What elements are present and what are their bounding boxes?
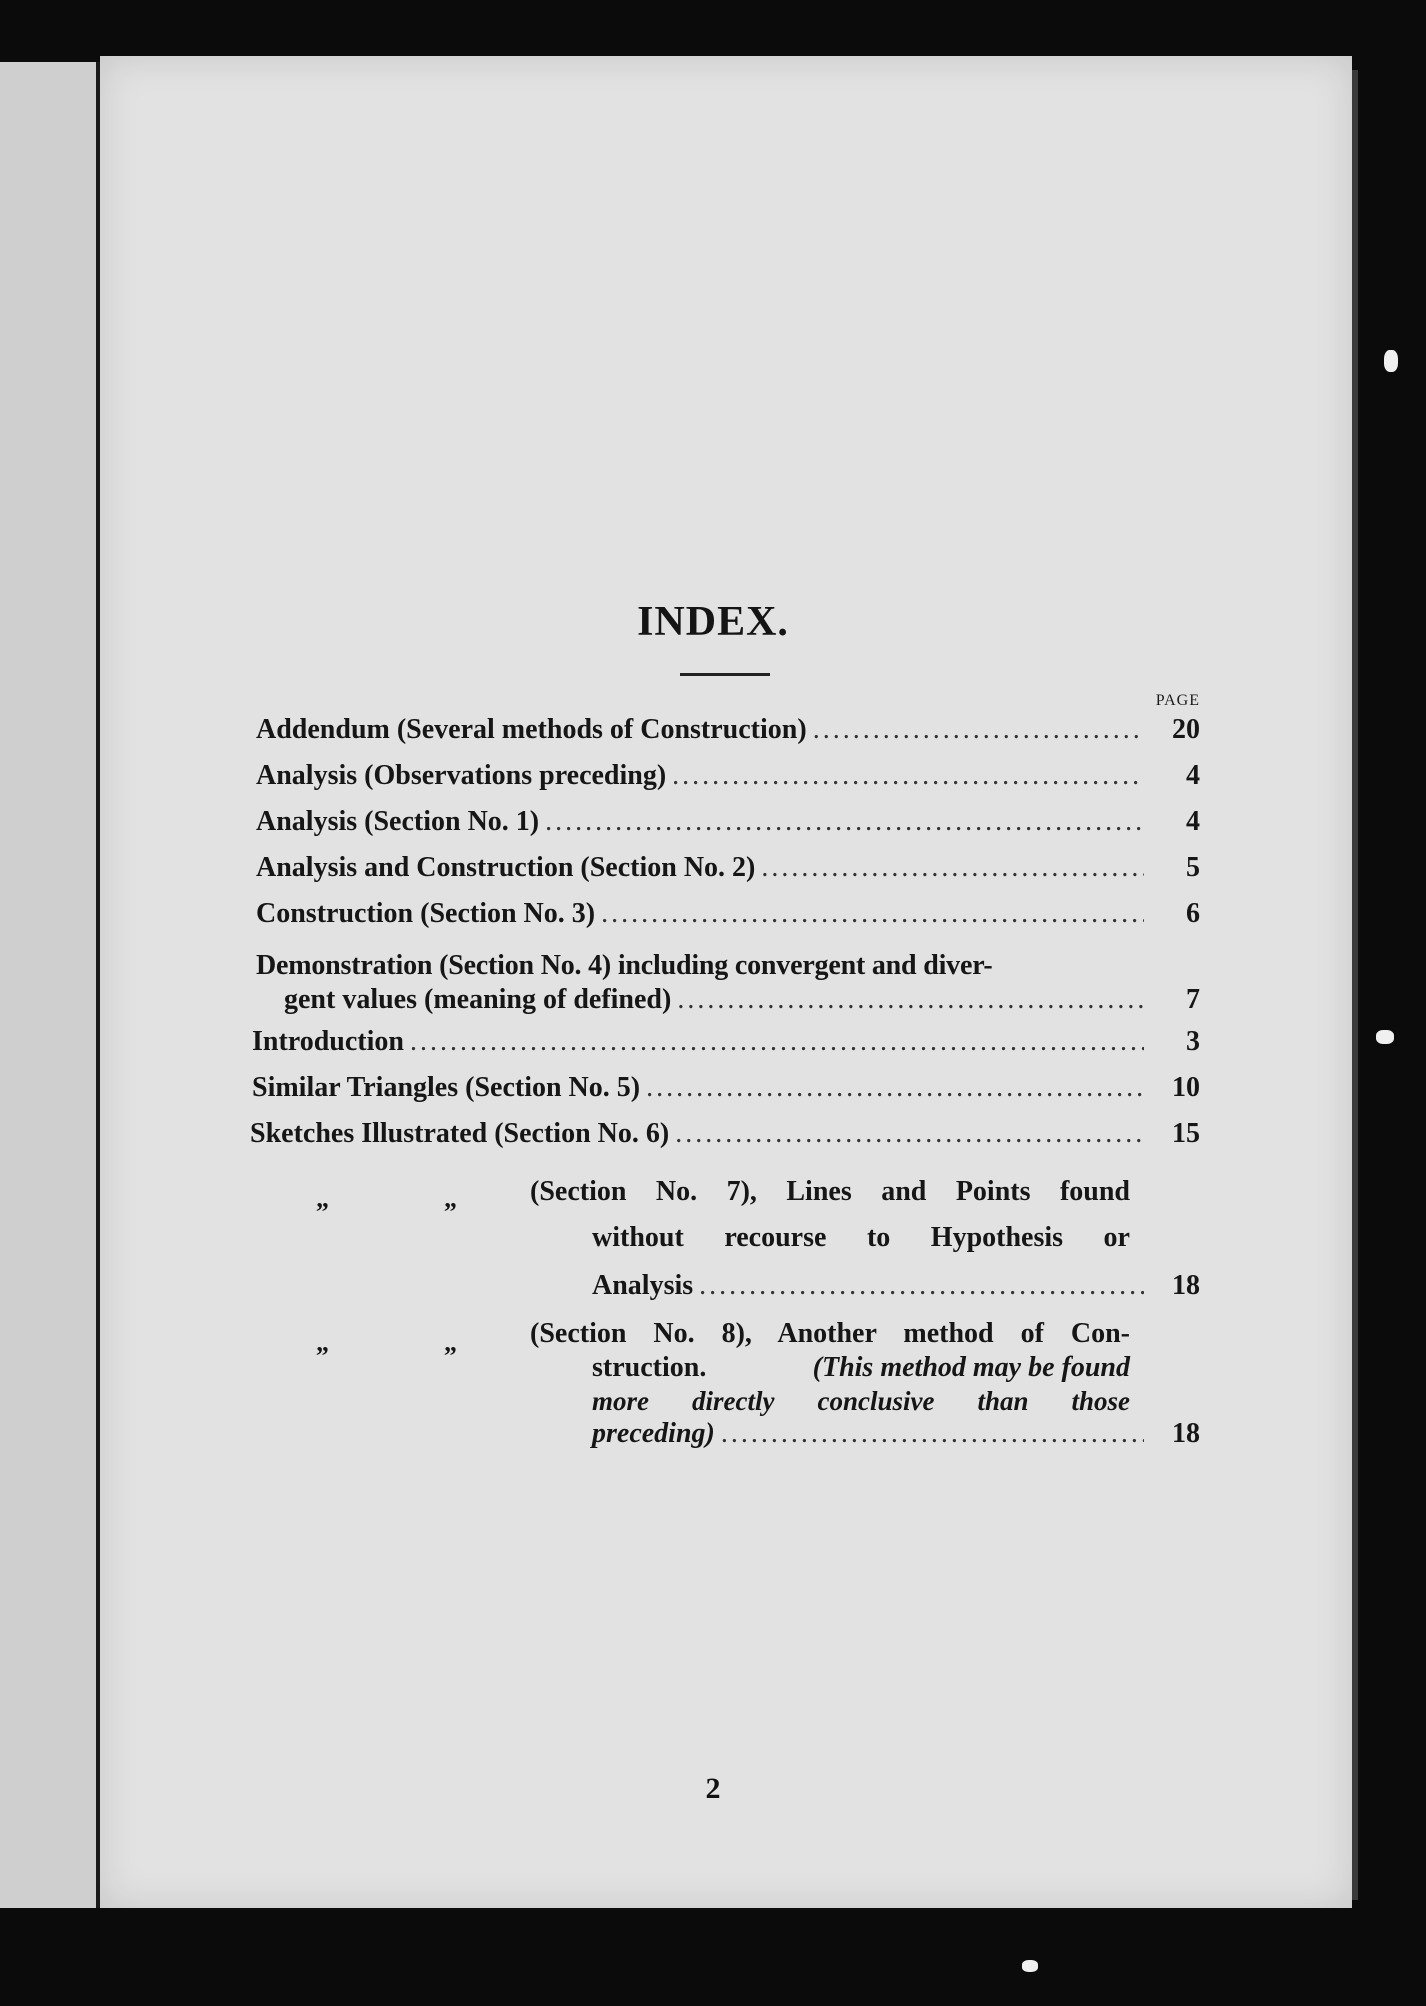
entry-text: Analysis and Construction (Section No. 2) bbox=[256, 852, 756, 883]
leader-dots bbox=[545, 806, 1144, 838]
scan-speck bbox=[1384, 350, 1398, 372]
scan-speck bbox=[1022, 1960, 1038, 1972]
index-entry-analysis-construction[interactable] bbox=[256, 852, 1200, 884]
entry-text: gent values (meaning of defined) bbox=[284, 984, 672, 1015]
index-entry-section-7[interactable] bbox=[592, 1270, 1200, 1302]
entry-text: Construction (Section No. 3) bbox=[256, 898, 596, 929]
entry-section-8-line1[interactable]: (Section No. 8), Another method of Con- bbox=[530, 1318, 1130, 1349]
leader-dots bbox=[675, 1118, 1144, 1150]
leader-dots bbox=[646, 1072, 1144, 1104]
index-entry-demonstration[interactable] bbox=[284, 984, 1200, 1016]
entry-text: Analysis (Section No. 1) bbox=[256, 806, 540, 837]
entry-page: 18 bbox=[1172, 1270, 1200, 1301]
entry-section-8-line3: more directly conclusive than those bbox=[592, 1386, 1130, 1416]
entry-text: Sketches Illustrated (Section No. 6) bbox=[250, 1118, 670, 1149]
leader-dots bbox=[677, 984, 1144, 1016]
entry-text: Similar Triangles (Section No. 5) bbox=[252, 1072, 641, 1103]
entry-page: 5 bbox=[1186, 852, 1200, 883]
page-number: 2 bbox=[705, 1772, 721, 1805]
index-title: INDEX. bbox=[637, 599, 789, 645]
index-entry-introduction[interactable] bbox=[252, 1026, 1200, 1058]
leader-dots bbox=[721, 1418, 1144, 1450]
scan-speck bbox=[1376, 1030, 1394, 1044]
entry-text: Analysis (Observations preceding) bbox=[256, 760, 667, 791]
leader-dots bbox=[813, 714, 1144, 746]
facing-page-edge bbox=[0, 62, 100, 1908]
leader-dots bbox=[601, 898, 1144, 930]
entry-page: 10 bbox=[1172, 1072, 1200, 1103]
page-column-header: PAGE bbox=[1155, 692, 1200, 709]
entry-section-7-line2: without recourse to Hypothesis or bbox=[592, 1222, 1130, 1253]
ditto-mark: „ bbox=[444, 1328, 457, 1357]
leader-dots bbox=[699, 1270, 1144, 1302]
ditto-mark: „ bbox=[316, 1184, 329, 1213]
entry-demonstration-line1[interactable]: Demonstration (Section No. 4) including convergent and diver- bbox=[256, 950, 993, 981]
entry-page: 6 bbox=[1186, 898, 1200, 929]
index-entry-analysis-observations[interactable] bbox=[256, 760, 1200, 792]
index-entry-similar-triangles[interactable] bbox=[252, 1072, 1200, 1104]
entry-page: 15 bbox=[1172, 1118, 1200, 1149]
ditto-mark: „ bbox=[444, 1184, 457, 1213]
entry-page: 7 bbox=[1186, 984, 1200, 1015]
document-page bbox=[100, 56, 1352, 1908]
entry-page: 3 bbox=[1186, 1026, 1200, 1057]
entry-page: 18 bbox=[1172, 1418, 1200, 1449]
leader-dots bbox=[672, 760, 1144, 792]
ditto-mark: „ bbox=[316, 1328, 329, 1357]
index-entry-addendum[interactable] bbox=[256, 714, 1200, 746]
entry-text: Analysis bbox=[592, 1270, 694, 1301]
entry-page: 4 bbox=[1186, 760, 1200, 791]
entry-page: 4 bbox=[1186, 806, 1200, 837]
index-entry-sketches[interactable] bbox=[250, 1118, 1200, 1150]
leader-dots bbox=[761, 852, 1144, 884]
entry-section-7-line1[interactable]: (Section No. 7), Lines and Points found bbox=[530, 1176, 1130, 1207]
index-entry-construction[interactable] bbox=[256, 898, 1200, 930]
entry-section-8-line2-prefix: struction. bbox=[592, 1352, 707, 1383]
title-rule bbox=[680, 673, 770, 676]
entry-section-8-line2 bbox=[592, 1352, 1130, 1384]
page-edge-shadow bbox=[1352, 70, 1358, 1900]
index-entry-section-8[interactable] bbox=[592, 1418, 1200, 1450]
entry-page: 20 bbox=[1172, 714, 1200, 745]
entry-text: preceding) bbox=[592, 1418, 715, 1449]
entry-section-8-line2-italic: (This method may be found bbox=[812, 1352, 1130, 1383]
index-entry-analysis-section-1[interactable] bbox=[256, 806, 1200, 838]
entry-text: Introduction bbox=[252, 1026, 404, 1057]
leader-dots bbox=[410, 1026, 1144, 1058]
entry-text: Addendum (Several methods of Construction) bbox=[256, 714, 807, 745]
